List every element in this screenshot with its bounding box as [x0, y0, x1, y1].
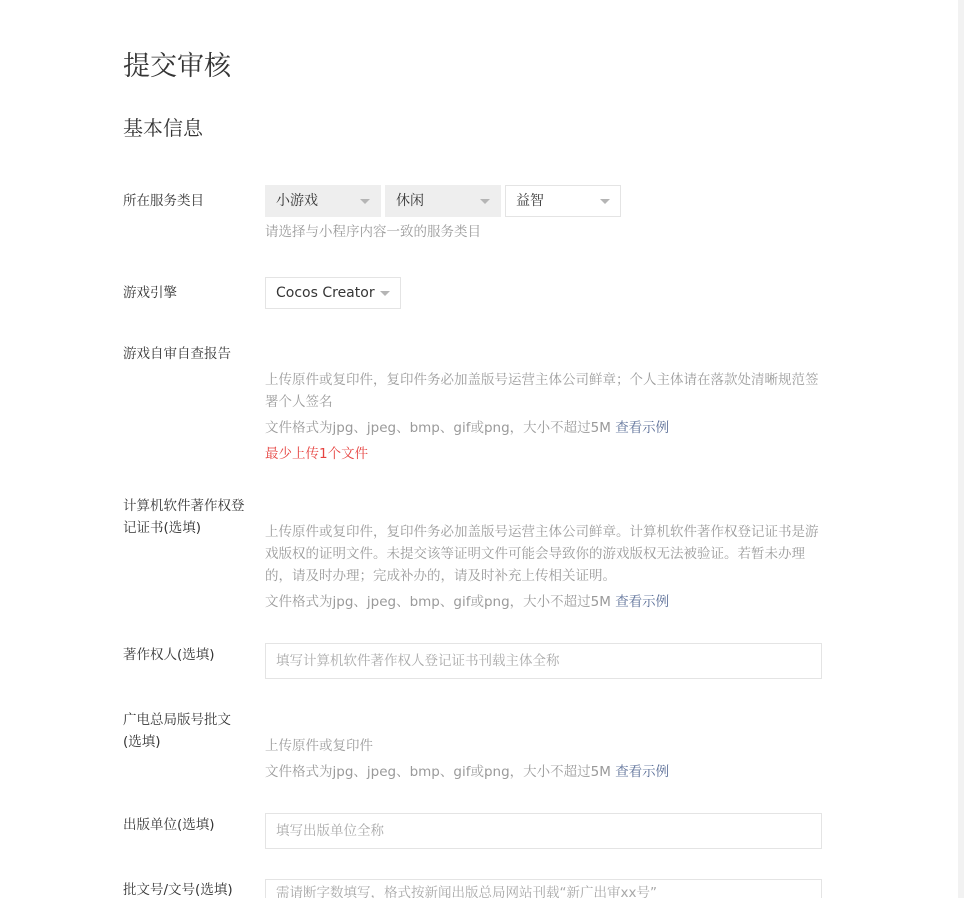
category-level2-value: 休闲: [396, 193, 424, 209]
self-check-report-format: [265, 417, 830, 439]
software-copyright-format: [265, 591, 830, 613]
category-level2-select[interactable]: [385, 185, 501, 217]
copyright-holder-label: 著作权人(选填): [123, 647, 215, 663]
publisher-input[interactable]: [265, 813, 822, 849]
section-title: 基本信息: [123, 116, 203, 140]
publisher-label: 出版单位(选填): [123, 817, 215, 833]
view-example-link[interactable]: 查看示例: [615, 764, 670, 780]
file-format-text: 文件格式为jpg、jpeg、bmp、gif或png，大小不超过5M: [265, 594, 611, 610]
scrollbar-track[interactable]: [958, 0, 964, 898]
software-copyright-label: 计算机软件著作权登记证书(选填): [123, 498, 245, 536]
upload-error-message: 最少上传1个文件: [265, 446, 369, 462]
category-level1-select[interactable]: [265, 185, 381, 217]
category-level3-select[interactable]: [505, 185, 621, 217]
chevron-down-icon: [480, 199, 490, 204]
chevron-down-icon: [600, 199, 610, 204]
self-check-report-desc: 上传原件或复印件，复印件务必加盖版号运营主体公司鲜章；个人主体请在落款处清晰规范签署个人签名: [265, 372, 819, 410]
self-check-report-label: 游戏自审自查报告: [123, 346, 231, 362]
category-level1-value: 小游戏: [276, 193, 318, 209]
approval-number-input[interactable]: [265, 879, 822, 898]
approval-number-label: 批文号/文号(选填): [123, 882, 233, 898]
service-category-label: 所在服务类目: [123, 193, 204, 209]
game-engine-value: Cocos Creator: [276, 285, 375, 301]
service-category-hint: 请选择与小程序内容一致的服务类目: [265, 224, 481, 240]
game-engine-label: 游戏引擎: [123, 285, 177, 301]
category-level3-value: 益智: [516, 193, 544, 209]
sapprft-approval-desc: 上传原件或复印件: [265, 738, 373, 754]
view-example-link[interactable]: 查看示例: [615, 594, 670, 610]
game-engine-select[interactable]: [265, 277, 401, 309]
file-format-text: 文件格式为jpg、jpeg、bmp、gif或png，大小不超过5M: [265, 764, 611, 780]
chevron-down-icon: [380, 291, 390, 296]
sapprft-approval-format: [265, 761, 830, 783]
software-copyright-desc: 上传原件或复印件，复印件务必加盖版号运营主体公司鲜章。计算机软件著作权登记证书是游戏版权的证明文件。未提交该等证明文件可能会导致你的游戏版权无法被验证。若暂未办理的，请及时办理；完成补办的，请及时补充上传相关证明。: [265, 524, 819, 584]
sapprft-approval-label: 广电总局版号批文(选填): [123, 712, 231, 750]
page-title: 提交审核: [123, 51, 231, 82]
copyright-holder-input[interactable]: [265, 643, 822, 679]
chevron-down-icon: [360, 199, 370, 204]
view-example-link[interactable]: 查看示例: [615, 420, 670, 436]
file-format-text: 文件格式为jpg、jpeg、bmp、gif或png，大小不超过5M: [265, 420, 611, 436]
